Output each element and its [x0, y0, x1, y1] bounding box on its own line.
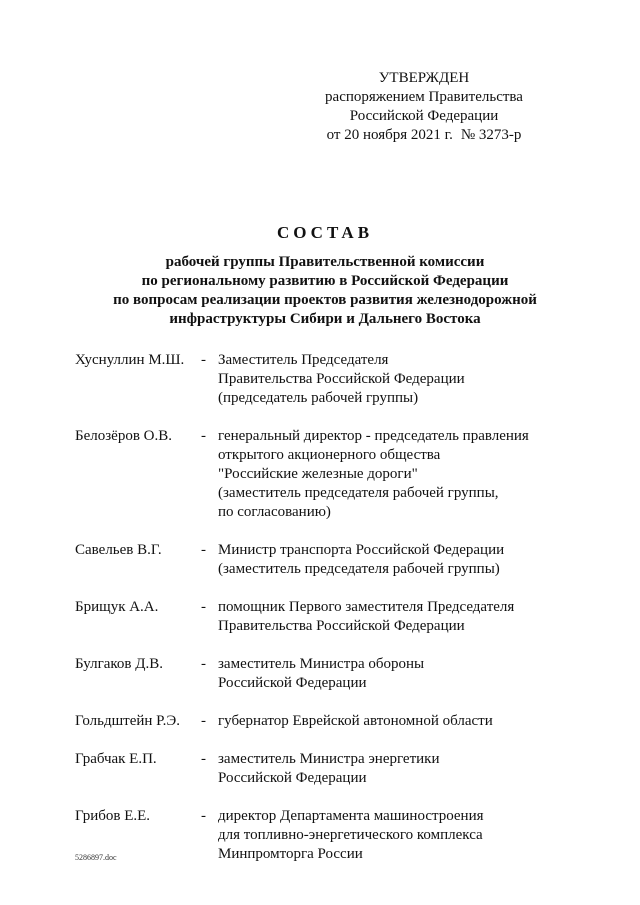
member-name: Булгаков Д.В.: [75, 656, 163, 672]
document-subtitle: [0, 253, 640, 329]
member-role: [218, 598, 575, 636]
subtitle-line: инфраструктуры Сибири и Дальнего Востока: [169, 311, 481, 327]
member-dash: -: [201, 656, 206, 672]
member-row: [75, 750, 575, 788]
member-dash: -: [201, 808, 206, 824]
member-role-line: (заместитель председателя рабочей группы): [218, 561, 500, 577]
member-name: Грабчак Е.П.: [75, 751, 157, 767]
member-dash: -: [201, 713, 206, 729]
member-row: [75, 807, 575, 864]
approval-date-line: [294, 126, 554, 145]
member-role-line: Заместитель Председателя: [218, 352, 389, 368]
member-role: [218, 712, 575, 731]
member-role-line: Правительства Российской Федерации: [218, 618, 465, 634]
member-role-line: Правительства Российской Федерации: [218, 371, 465, 387]
member-role-line: для топливно-энергетического комплекса: [218, 827, 483, 843]
member-role-line: директор Департамента машиностроения: [218, 808, 484, 824]
approval-line-2: Российской Федерации: [349, 108, 499, 124]
member-row: [75, 655, 575, 693]
subtitle-line: рабочей группы Правительственной комиссии: [165, 254, 485, 270]
members-list: [75, 351, 575, 864]
member-role-line: по согласованию): [218, 504, 331, 520]
subtitle-line: по вопросам реализации проектов развития железнодорожной: [113, 292, 537, 308]
member-row: [75, 541, 575, 579]
member-role-line: (заместитель председателя рабочей группы,: [218, 485, 499, 501]
approval-line-1: распоряжением Правительства: [325, 89, 523, 105]
approval-date: от 20 ноября 2021 г.: [326, 127, 453, 143]
approval-heading: УТВЕРЖДЕН: [378, 70, 470, 86]
member-role-line: Минпромторга России: [218, 846, 363, 862]
member-dash: -: [201, 428, 206, 444]
member-row: [75, 351, 575, 408]
member-role: [218, 655, 575, 693]
member-role-line: губернатор Еврейской автономной области: [218, 713, 493, 729]
member-dash: -: [201, 751, 206, 767]
member-role: [218, 351, 575, 408]
member-row: [75, 712, 575, 731]
member-name: Савельев В.Г.: [75, 542, 162, 558]
member-name: Грибов Е.Е.: [75, 808, 151, 824]
member-name: Белозёров О.В.: [75, 428, 173, 444]
member-role: [218, 427, 575, 522]
member-row: [75, 598, 575, 636]
member-role-line: Российской Федерации: [218, 675, 367, 691]
member-name: Гольдштейн Р.Э.: [75, 713, 181, 729]
member-row: [75, 427, 575, 522]
member-role-line: "Российские железные дороги": [218, 466, 418, 482]
member-role-line: помощник Первого заместителя Председателя: [218, 599, 515, 615]
subtitle-line: по региональному развитию в Российской Федерации: [141, 273, 509, 289]
footer-file-code: 5286897.doc: [75, 853, 117, 862]
member-dash: -: [201, 542, 206, 558]
member-dash: -: [201, 352, 206, 368]
member-dash: -: [201, 599, 206, 615]
member-role-line: Российской Федерации: [218, 770, 367, 786]
member-role-line: заместитель Министра энергетики: [218, 751, 440, 767]
member-role-line: Министр транспорта Российской Федерации: [218, 542, 505, 558]
member-role-line: генеральный директор - председатель правления: [218, 428, 529, 444]
member-role: [218, 750, 575, 788]
approval-number: № 3273-р: [460, 127, 522, 143]
approval-stamp: [294, 69, 554, 145]
member-role-line: (председатель рабочей группы): [218, 390, 419, 406]
member-role-line: открытого акционерного общества: [218, 447, 441, 463]
document-title: СОСТАВ: [276, 223, 374, 242]
document-title-block: [0, 223, 640, 329]
member-role: [218, 541, 575, 579]
member-role: [218, 807, 575, 864]
member-name: Брищук А.А.: [75, 599, 159, 615]
member-name: Хуснуллин М.Ш.: [75, 352, 185, 368]
member-role-line: заместитель Министра обороны: [218, 656, 425, 672]
